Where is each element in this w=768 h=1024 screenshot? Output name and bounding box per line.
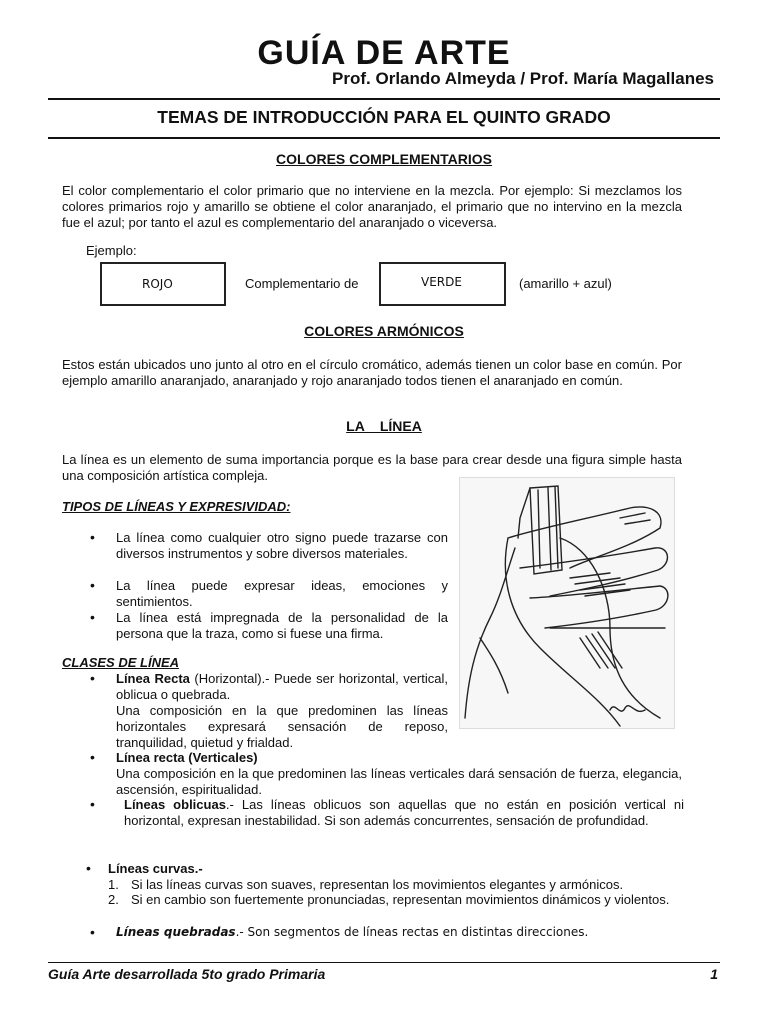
- recta-vertical-title: Línea recta (Verticales): [116, 750, 258, 765]
- curvas-title: Líneas curvas.-: [108, 861, 203, 876]
- recta-horizontal-desc: Una composición en la que predominen las líneas horizontales expresará sensación de reposo, tranquilidad, quietud y frialdad.: [116, 703, 448, 750]
- curvas-item-1: Si las líneas curvas son suaves, representan los movimientos elegantes y armónicos.: [131, 877, 624, 892]
- recta-horizontal-text: (Horizontal).- Puede ser horizontal, vertical, oblicua o quebrada.: [116, 671, 448, 702]
- list-item: [62, 610, 448, 642]
- example-middle-text: Complementario de: [245, 276, 359, 291]
- hand-with-pencil-sketch: [460, 478, 674, 728]
- oblicuas-item: [124, 797, 684, 829]
- list-item-text: La línea como cualquier otro signo puede trazarse con diversos instrumentos y sobre diversos materiales.: [116, 530, 448, 561]
- quebradas-item: [116, 925, 686, 939]
- complementarios-paragraph: El color complementario el color primario que no interviene en la mezcla. Por ejemplo: Si mezclamos los colores primarios rojo y amarillo se obtiene el color anaranjado, el primario que no intervino en la mezcla fue el azul; por tanto el azul es complementario del anaranjado o viceversa.: [62, 183, 682, 230]
- section-heading-linea: LA LÍNEA: [346, 418, 422, 434]
- list-item: [62, 530, 448, 578]
- bullet-icon: •: [90, 796, 95, 812]
- example-label: Ejemplo:: [86, 243, 137, 258]
- curvas-number-1: 1.: [108, 877, 119, 892]
- example-after-text: (amarillo + azul): [519, 276, 612, 291]
- page-number: 1: [710, 966, 718, 982]
- bullet-icon: •: [90, 924, 95, 940]
- curvas-number-2: 2.: [108, 892, 119, 907]
- example-box-verde-label: VERDE: [421, 275, 462, 289]
- tipos-heading: TIPOS DE LÍNEAS Y EXPRESIVIDAD:: [62, 499, 291, 514]
- list-item-text: La línea puede expresar ideas, emociones y sentimientos.: [116, 578, 448, 609]
- subtitle: TEMAS DE INTRODUCCIÓN PARA EL QUINTO GRADO: [157, 107, 611, 127]
- bullet-icon: •: [90, 577, 95, 593]
- bullet-icon: •: [86, 860, 91, 876]
- bullet-icon: •: [90, 609, 95, 625]
- curvas-item-2: Si en cambio son fuertemente pronunciadas, representan movimientos dinámicos y violentos.: [131, 892, 670, 907]
- section-heading-armonicos: COLORES ARMÓNICOS: [304, 323, 464, 339]
- example-box-rojo-label: ROJO: [142, 277, 173, 291]
- authors-line: Prof. Orlando Almeyda / Prof. María Magallanes: [332, 69, 714, 88]
- example-box-verde: [379, 262, 506, 306]
- example-box-rojo: [100, 262, 226, 306]
- list-item-text: La línea está impregnada de la personalidad de la persona que la traza, como si fuese una firma.: [116, 610, 448, 641]
- armonicos-paragraph: Estos están ubicados uno junto al otro en el círculo cromático, además tienen un color base en común. Por ejemplo amarillo anaranjado, anaranjado y rojo anaranjado todos tienen el anaranjado en común.: [62, 357, 682, 388]
- document-title: GUÍA DE ARTE: [257, 34, 511, 72]
- bullet-icon: •: [90, 670, 95, 686]
- footer-text: Guía Arte desarrollada 5to grado Primaria: [48, 966, 326, 982]
- clases-heading: CLASES DE LÍNEA: [62, 655, 180, 670]
- footer-rule: [48, 962, 720, 963]
- oblicuas-text: .- Las líneas oblicuos son aquellas que no están en posición vertical ni horizontal, expresan inestabilidad. Si son además concurrentes, sensación de profundidad.: [124, 797, 684, 828]
- section-heading-complementarios: COLORES COMPLEMENTARIOS: [276, 151, 492, 167]
- recta-horizontal-item: [116, 671, 448, 703]
- header-rule-top: [48, 98, 720, 100]
- oblicuas-title: Líneas oblicuas: [124, 797, 226, 812]
- quebradas-text: .- Son segmentos de líneas rectas en distintas direcciones.: [235, 925, 589, 939]
- header-rule-bottom: [48, 137, 720, 139]
- hand-drawing-illustration: [459, 477, 675, 729]
- bullet-icon: •: [90, 529, 95, 545]
- linea-paragraph: La línea es un elemento de suma importancia porque es la base para crear desde una figura simple hasta una composición artística compleja.: [62, 452, 682, 483]
- recta-vertical-desc: Una composición en la que predominen las líneas verticales dará sensación de fuerza, elegancia, ascensión, espiritualidad.: [116, 766, 682, 797]
- quebradas-title: Líneas quebradas: [116, 925, 236, 939]
- bullet-icon: •: [90, 749, 95, 765]
- recta-horizontal-title: Línea Recta: [116, 671, 190, 686]
- list-item: [62, 578, 448, 610]
